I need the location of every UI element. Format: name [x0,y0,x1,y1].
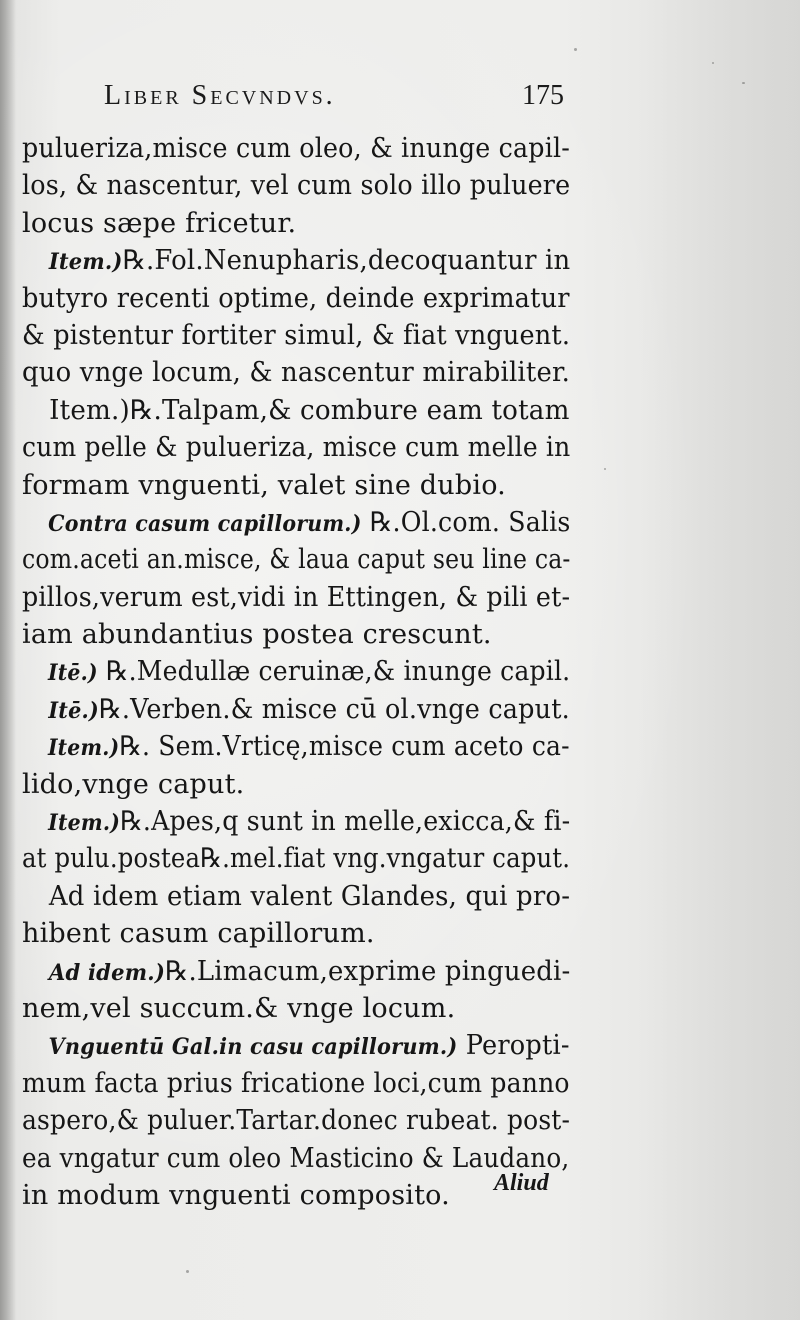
page-header [104,80,564,120]
recipe-label: Item.) [48,810,121,837]
catchword: Aliud [494,1170,549,1196]
text-line: Item.)℞.Apes,q sunt in melle,exicca,& fi- [48,806,571,838]
text-line: Item.)℞.Talpam,& combure eam totam [49,394,570,426]
text-line: pulueriza,misce cum oleo, & inunge capil- [22,133,571,164]
recipe-label: Itē.) [48,660,98,687]
body-text [22,130,571,1214]
gutter-shadow [0,0,16,1320]
text-line: in modum vnguenti composito. [22,1179,450,1211]
print-speck [712,62,714,64]
text-line: nem,vel succum.& vnge locum. [22,992,456,1024]
text-line: Item.)℞. Sem.Vrticę,misce cum aceto ca- [47,731,570,763]
text-line: Item.)℞.Fol.Nenupharis,decoquantur in [48,245,571,277]
text-line: com.aceti an.misce, & laua caput seu line ca- [22,544,571,576]
text-line: Itē.)℞.Verben.& misce cū ol.vnge caput. [48,693,570,725]
print-speck [186,1270,189,1273]
text-line: aspero,& puluer.Tartar.donec rubeat. post- [22,1105,571,1137]
text-line: mum facta prius fricatione loci,cum panno [22,1067,570,1099]
recipe-label: Itē.) [48,697,99,724]
text-line: Ad idem.)℞.Limacum,exprime pinguedi- [48,955,571,987]
text-line: & pistentur fortiter simul, & fiat vnguent. [22,319,571,351]
recipe-label: Item.) [48,249,123,276]
text-line: quo vnge locum, & nascentur mirabiliter. [22,357,571,389]
page-number: 175 [522,80,564,111]
text-line: lido,vnge caput. [22,768,245,800]
recipe-label: Ad idem.) [48,959,166,986]
text-line: butyro recenti optime, deinde exprimatur [22,282,570,314]
text-line: los, & nascentur, vel cum solo illo puluere [22,170,571,202]
text-line: formam vnguenti, valet sine dubio. [22,469,506,501]
text-line: locus sæpe fricetur. [22,207,297,239]
page-edge-shading [640,0,800,1320]
text-line: Contra casum capillorum.) ℞.Ol.com. Salis [48,506,571,538]
running-title: Liber Secvndvs. [104,80,336,111]
text-line: iam abundantius postea crescunt. [22,619,492,651]
print-speck [574,48,577,51]
recipe-label: Contra casum capillorum.) [48,510,362,537]
print-speck [742,82,745,84]
text-line: at pulu.postea℞.mel.fiat vng.vngatur caput. [22,843,571,875]
recipe-label: Vnguentū Gal.in casu capillorum.) [48,1034,458,1061]
print-speck [604,468,606,470]
text-line: pillos,verum est,vidi in Ettingen, & pili et- [22,581,571,613]
text-line: Vnguentū Gal.in casu capillorum.) Peropti- [48,1030,570,1062]
recipe-label: Item.) [47,735,120,762]
text-line: ea vngatur cum oleo Masticino & Laudano, [22,1142,570,1174]
text-line: Itē.) ℞.Medullæ ceruinæ,& inunge capil. [48,656,571,688]
text-line: hibent casum capillorum. [22,918,375,950]
text-line: cum pelle & pulueriza, misce cum melle in [22,432,571,464]
text-line: Ad idem etiam valent Glandes, qui pro- [48,880,571,912]
